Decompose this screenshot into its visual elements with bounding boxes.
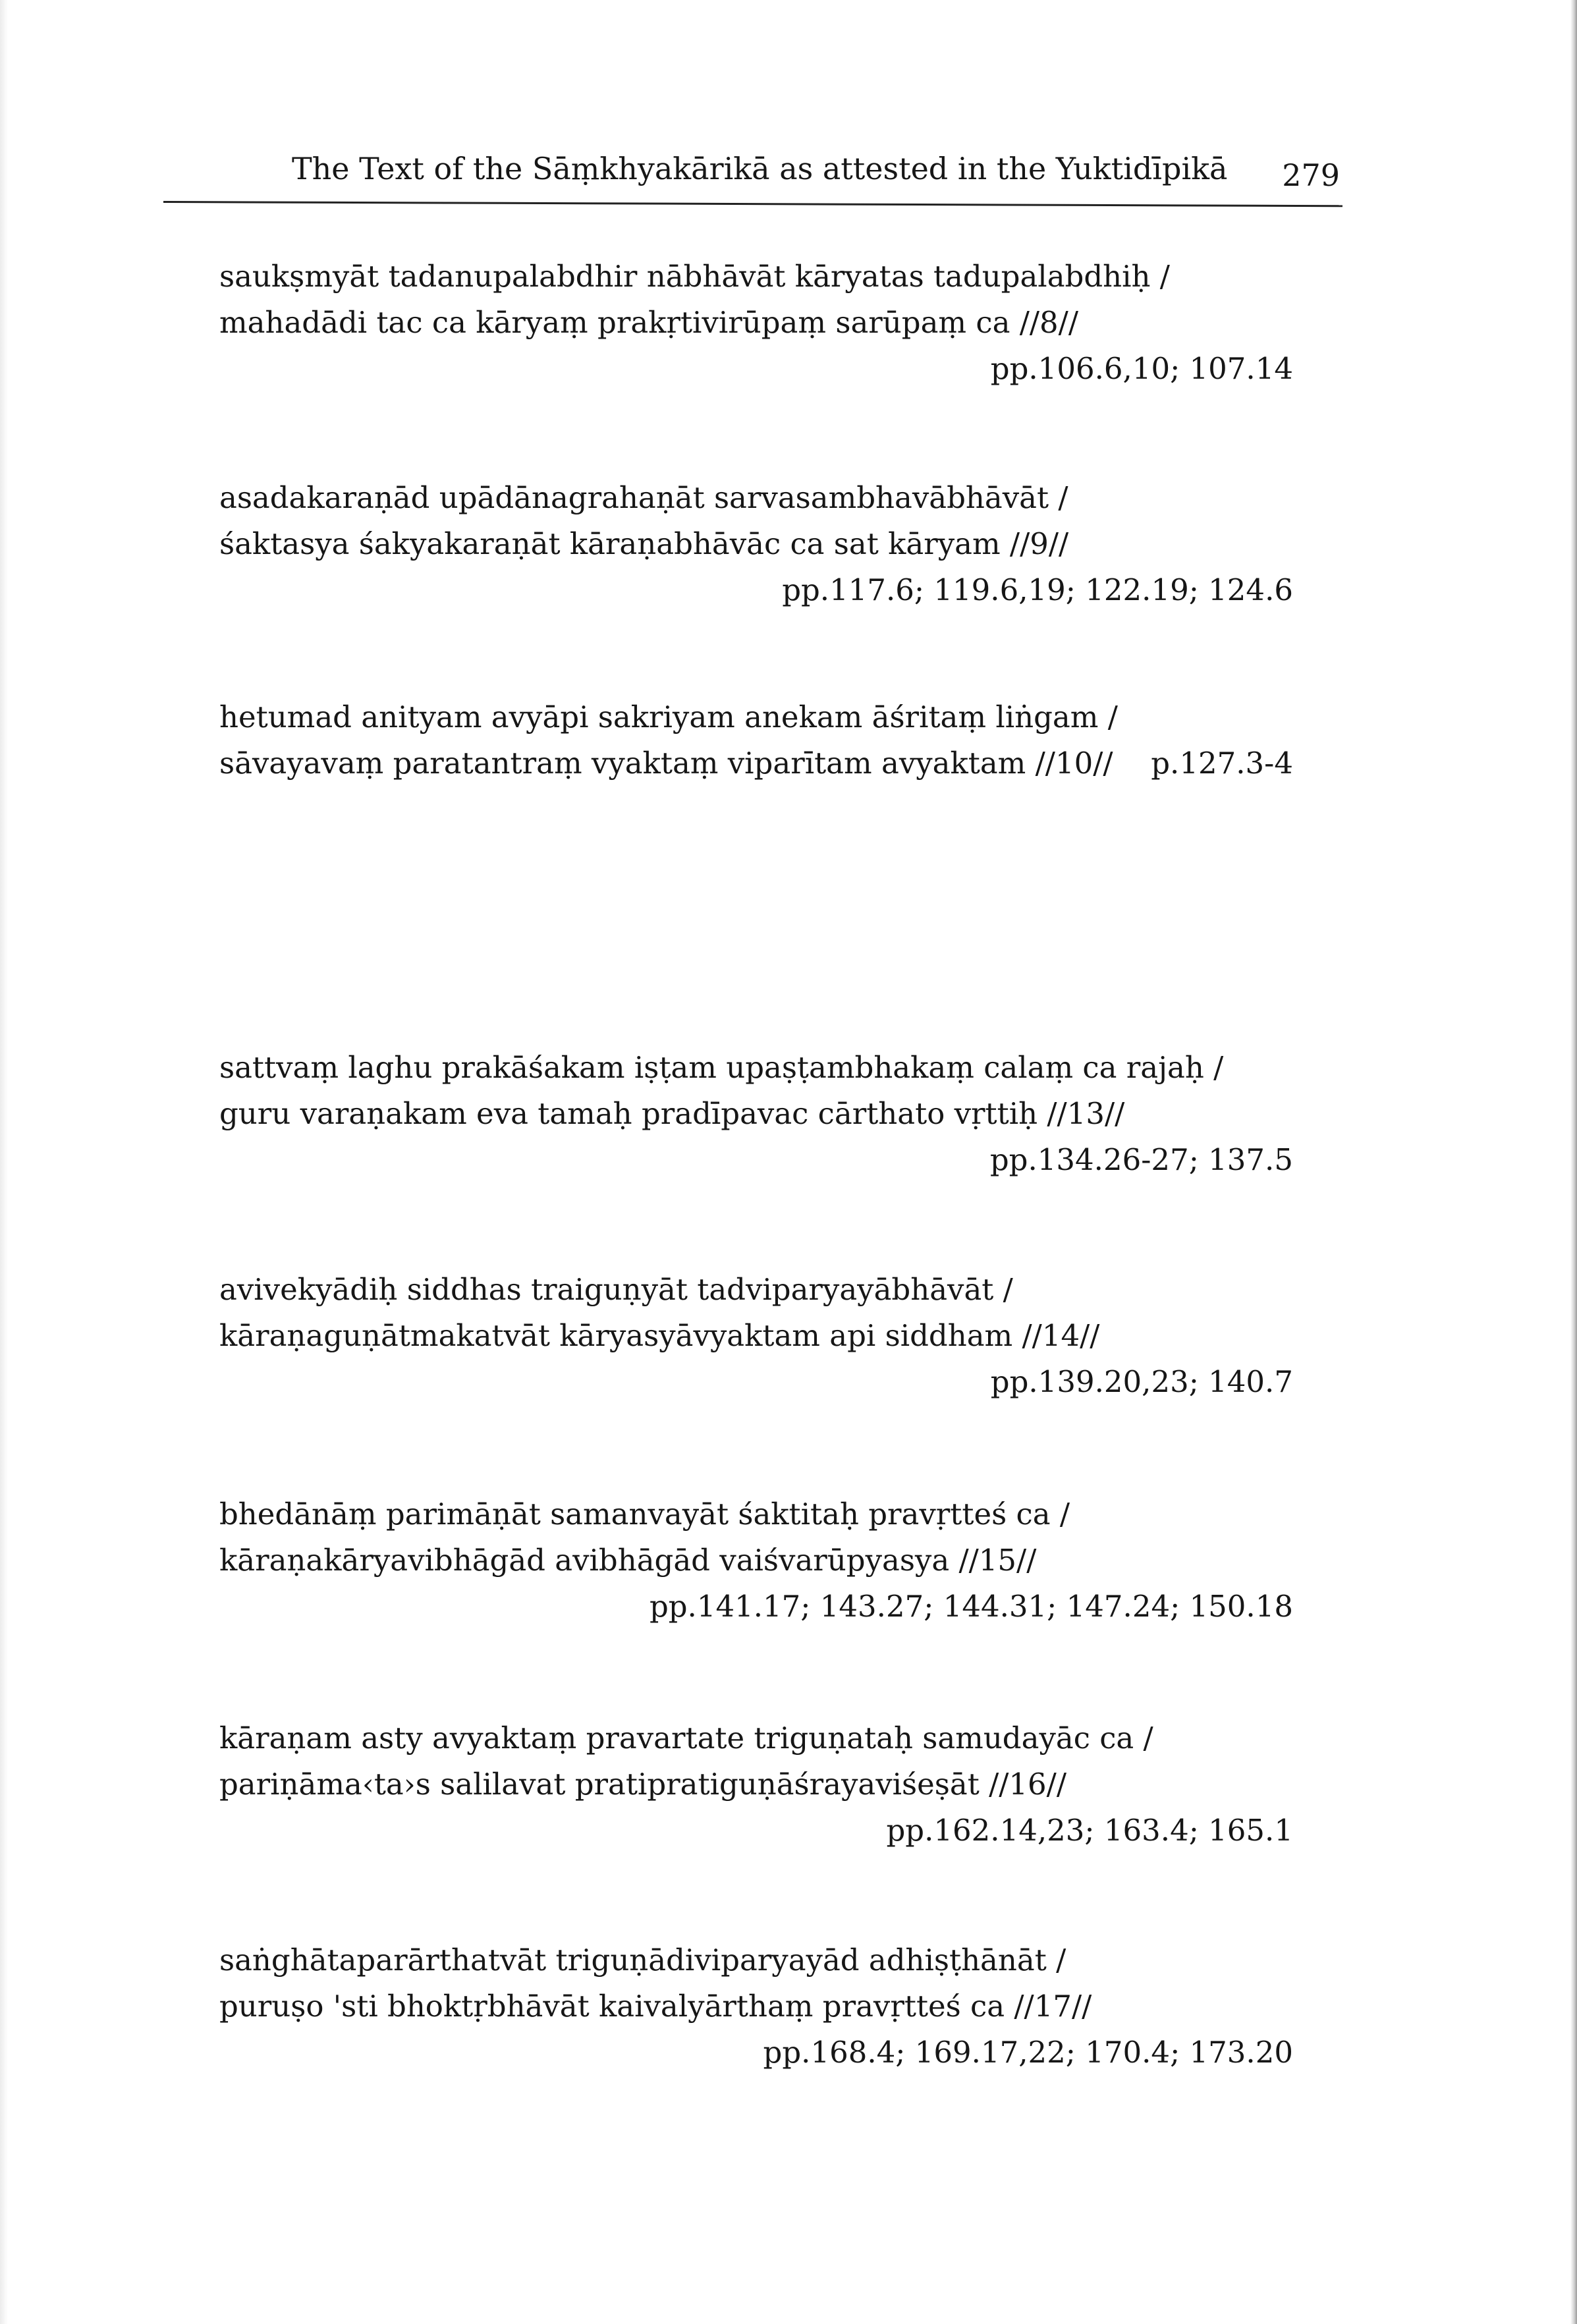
verse-reference: pp.134.26-27; 137.5 [989,1142,1293,1177]
verse-line-2: guru varaṇakam eva tamaḥ pradīpavac cārthato vṛttiḥ //13// [219,1096,1125,1131]
verse-line-2: mahadādi tac ca kāryaṃ prakṛtivirūpaṃ sarūpaṃ ca //8// [219,305,1078,340]
verse-line-1: saṅghātaparārthatvāt triguṇādiviparyayād adhiṣṭhānāt / [219,1943,1066,1978]
verse-line-1: asadakaraṇād upādānagrahaṇāt sarvasambhavābhāvāt / [219,480,1068,515]
page-header [163,149,1342,203]
verse-reference: p.127.3-4 [1151,746,1293,781]
verse-line-1: bhedānāṃ parimāṇāt samanvayāt śaktitaḥ pravṛtteś ca / [219,1497,1070,1532]
verse-line-1: saukṣmyāt tadanupalabdhir nābhāvāt kāryatas tadupalabdhiḥ / [219,259,1170,294]
page-edge-right [1570,0,1577,2324]
verse-line-1: hetumad anityam avyāpi sakriyam anekam āśritaṃ liṅgam / [219,700,1118,734]
page-number: 279 [1282,157,1340,193]
verse-line-2: kāraṇaguṇātmakatvāt kāryasyāvyaktam api siddham //14// [219,1318,1100,1353]
verse-17 [219,1941,1293,2113]
verse-line-1: kāraṇam asty avyaktaṃ pravartate triguṇataḥ samudayāc ca / [219,1721,1153,1756]
verse-reference: pp.162.14,23; 163.4; 165.1 [886,1813,1293,1848]
verse-10 [219,698,1293,870]
verse-line-1: sattvaṃ laghu prakāśakam iṣṭam upaṣṭambhakaṃ calaṃ ca rajaḥ / [219,1050,1224,1085]
verse-line-2: sāvayavaṃ paratantraṃ vyaktaṃ viparītam avyaktam //10// [219,746,1113,781]
verse-line-2: puruṣo 'sti bhoktṛbhāvāt kaivalyārthaṃ pravṛtteś ca //17// [219,1989,1092,2024]
verse-reference: pp.106.6,10; 107.14 [990,351,1293,386]
verse-13 [219,1049,1293,1220]
verse-line-1: avivekyādiḥ siddhas traiguṇyāt tadviparyayābhāvāt / [219,1272,1013,1307]
verse-15 [219,1495,1293,1667]
verse-9 [219,479,1293,650]
verse-reference: pp.139.20,23; 140.7 [990,1364,1293,1399]
header-rule [163,201,1342,207]
verse-16 [219,1719,1293,1891]
verse-reference: pp.168.4; 169.17,22; 170.4; 173.20 [763,2035,1293,2070]
verse-line-2: pariṇāma‹ta›s salilavat pratipratiguṇāśrayaviśeṣāt //16// [219,1767,1066,1802]
verse-8 [219,258,1293,429]
verse-line-2: śaktasya śakyakaraṇāt kāraṇabhāvāc ca sat kāryam //9// [219,526,1069,561]
verse-reference: pp.141.17; 143.27; 144.31; 147.24; 150.18 [649,1589,1293,1624]
verse-reference: pp.117.6; 119.6,19; 122.19; 124.6 [782,572,1293,607]
verse-14 [219,1271,1293,1442]
running-title: The Text of the Sāṃkhyakārikā as attested in the Yuktidīpikā [292,151,1228,186]
verse-line-2: kāraṇakāryavibhāgād avibhāgād vaiśvarūpyasya //15// [219,1543,1037,1578]
page-shadow-left [0,0,8,2324]
